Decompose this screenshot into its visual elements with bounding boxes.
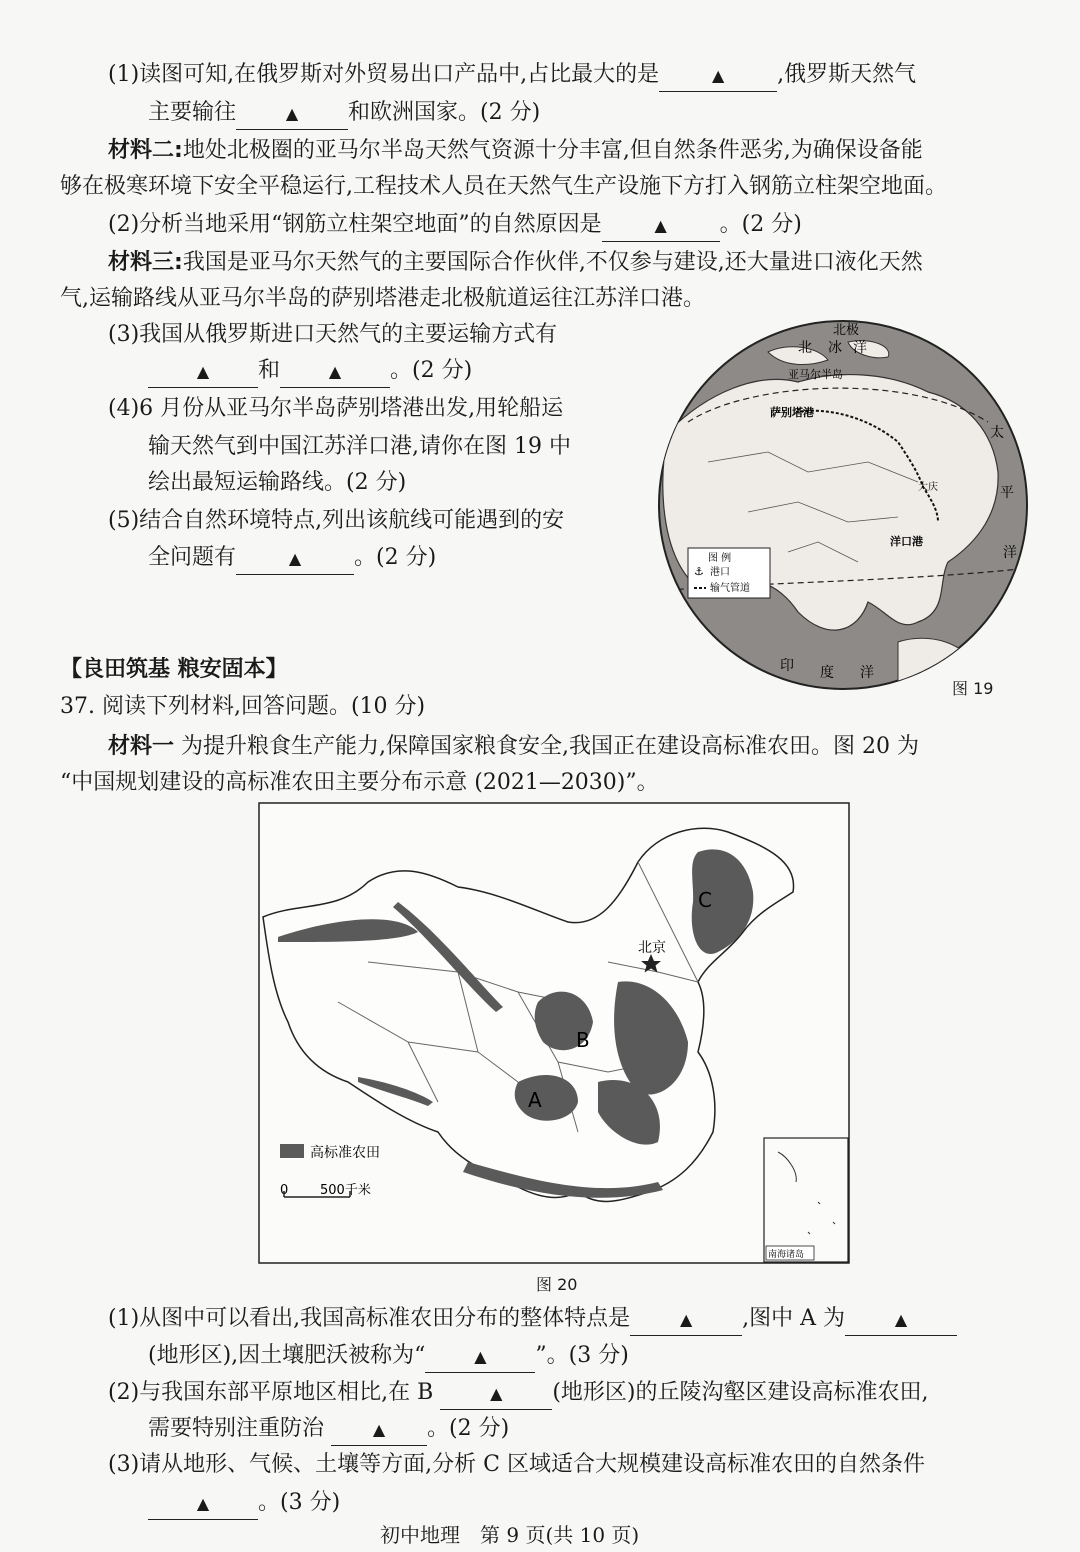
answer-blank[interactable]: ▲ xyxy=(236,98,348,130)
q36-part4-line1: (4)6 月份从亚马尔半岛萨别塔港出发,用轮船运 xyxy=(108,396,564,421)
material-3-line2: 气,运输路线从亚马尔半岛的萨别塔港走北极航道运往江苏洋口港。 xyxy=(60,286,705,311)
south-china-sea-inset xyxy=(764,1138,848,1262)
q36-part1-line2: 主要输往 ▲ 和欧洲国家。(2 分) xyxy=(148,98,540,130)
label-A: A xyxy=(528,1088,542,1112)
answer-blank[interactable]: ▲ xyxy=(148,1488,258,1520)
q36-part4-line2: 输天然气到中国江苏洋口港,请你在图 19 中 xyxy=(148,434,571,459)
answer-blank[interactable]: ▲ xyxy=(630,1304,742,1336)
q37-part3-line2: ▲ 。(3 分) xyxy=(148,1488,340,1520)
answer-blank[interactable]: ▲ xyxy=(845,1304,957,1336)
figure-19-caption: 图 19 xyxy=(952,679,994,698)
svg-text:500千米: 500千米 xyxy=(320,1183,371,1198)
answer-blank[interactable]: ▲ xyxy=(148,356,258,388)
page-footer: 初中地理 第 9 页(共 10 页) xyxy=(380,1523,640,1547)
globe-label-yamal: 亚马尔半岛 xyxy=(788,368,843,381)
q36-part1-line1: (1)读图可知,在俄罗斯对外贸易出口产品中,占比最大的是 ▲ ,俄罗斯天然气 xyxy=(108,60,916,92)
globe-label-yang2: 洋 xyxy=(1003,545,1017,561)
answer-blank[interactable]: ▲ xyxy=(280,356,390,388)
q37-title: 37. 阅读下列材料,回答问题。(10 分) xyxy=(60,694,426,719)
globe-label-yin: 印 xyxy=(780,658,794,674)
section-title: 【良田筑基 粮安固本】 xyxy=(60,657,288,682)
svg-text:南海诸岛: 南海诸岛 xyxy=(768,1250,805,1260)
material-2-line1: 材料二:地处北极圈的亚马尔半岛天然气资源十分丰富,但自然条件恶劣,为确保设备能 xyxy=(108,138,923,163)
answer-blank[interactable]: ▲ xyxy=(440,1378,552,1410)
globe-label-bing: 冰 xyxy=(828,340,842,356)
q36-part3-line1: (3)我国从俄罗斯进口天然气的主要运输方式有 xyxy=(108,322,558,347)
q37-material-1-line1: 材料一 为提升粮食生产能力,保障国家粮食安全,我国正在建设高标准农田。图 20 为 xyxy=(108,734,919,759)
q36-part2: (2)分析当地采用“钢筋立柱架空地面”的自然原因是 ▲ 。(2 分) xyxy=(108,210,802,242)
globe-label-yang3: 洋 xyxy=(860,665,874,681)
q37-part1-line2: (地形区),因土壤肥沃被称为“ ▲ ”。(3 分) xyxy=(148,1341,629,1373)
globe-map-figure-19 xyxy=(648,312,1038,702)
answer-blank[interactable]: ▲ xyxy=(331,1414,427,1446)
q36-part5-line2: 全问题有 ▲ 。(2 分) xyxy=(148,543,436,575)
answer-blank[interactable]: ▲ xyxy=(602,210,720,242)
globe-legend xyxy=(688,548,770,598)
svg-text:0: 0 xyxy=(280,1183,289,1198)
answer-blank[interactable]: ▲ xyxy=(425,1341,535,1373)
q36-part3-line2: ▲ 和 ▲ 。(2 分) xyxy=(148,356,472,388)
q37-part2-line1: (2)与我国东部平原地区相比,在 B ▲ (地形区)的丘陵沟壑区建设高标准农田, xyxy=(108,1378,929,1410)
label-C: C xyxy=(698,888,712,912)
svg-text:输气管道: 输气管道 xyxy=(710,583,750,594)
answer-blank[interactable]: ▲ xyxy=(236,543,354,575)
svg-text:图 例: 图 例 xyxy=(708,553,732,564)
label-beijing: 北京 xyxy=(638,940,666,956)
q36-part5-line1: (5)结合自然环境特点,列出该航线可能遇到的安 xyxy=(108,508,565,533)
globe-label-yangkou: 洋口港 xyxy=(890,535,923,548)
answer-blank[interactable]: ▲ xyxy=(659,60,777,92)
label-B: B xyxy=(576,1028,590,1052)
q37-part2-line2: 需要特别注重防治 ▲ 。(2 分) xyxy=(148,1414,509,1446)
globe-label-ping: 平 xyxy=(1000,485,1014,501)
svg-text:高标准农田: 高标准农田 xyxy=(310,1145,380,1161)
figure-20-caption: 图 20 xyxy=(536,1275,578,1294)
material-2-line2: 够在极寒环境下安全平稳运行,工程技术人员在天然气生产设施下方打入钢筋立柱架空地面。 xyxy=(60,174,947,199)
globe-label-arctic: 北极 xyxy=(833,323,860,338)
globe-label-yang: 洋 xyxy=(853,340,867,356)
china-farmland-map-figure-20 xyxy=(258,802,850,1264)
globe-label-tai: 太 xyxy=(990,425,1004,441)
globe-label-sabetta: 萨别塔港 xyxy=(770,406,814,419)
anchor-icon: ⚓ xyxy=(694,565,704,578)
q37-part3-line1: (3)请从地形、气候、土壤等方面,分析 C 区域适合大规模建设高标准农田的自然条件 xyxy=(108,1452,925,1477)
material-3-line1: 材料三:我国是亚马尔天然气的主要国际合作伙伴,不仅参与建设,还大量进口液化天然 xyxy=(108,250,923,275)
q37-part1-line1: (1)从图中可以看出,我国高标准农田分布的整体特点是 ▲ ,图中 A 为 ▲ xyxy=(108,1304,957,1336)
q36-part4-line3: 绘出最短运输路线。(2 分) xyxy=(148,470,407,495)
globe-label-du: 度 xyxy=(820,665,834,681)
q37-material-1-line2: “中国规划建设的高标准农田主要分布示意 (2021—2030)”。 xyxy=(60,770,659,795)
svg-text:港口: 港口 xyxy=(710,567,730,578)
globe-label-bei: 北 xyxy=(798,340,812,356)
globe-label-daqing: 大庆 xyxy=(918,482,938,493)
